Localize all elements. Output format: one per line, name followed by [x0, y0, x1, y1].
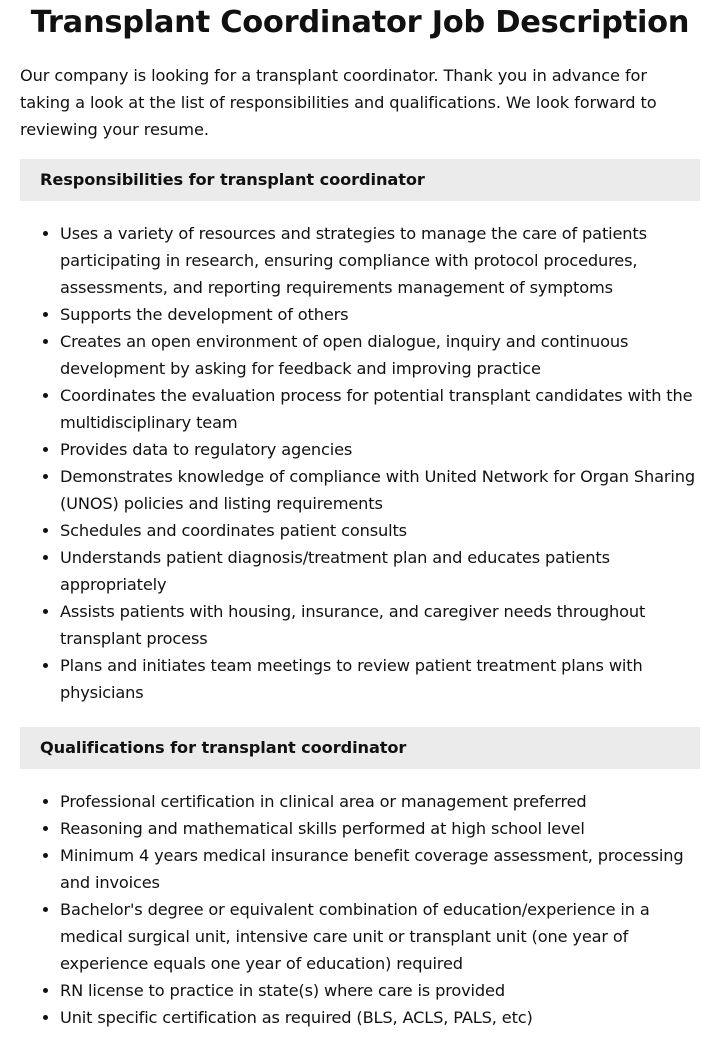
list-item: • Assists patients with housing, insurance, and caregiver needs throughout transplant process [60, 598, 700, 652]
responsibilities-heading: Responsibilities for transplant coordinator [20, 159, 700, 201]
list-item: • Minimum 4 years medical insurance benefit coverage assessment, processing and invoices [60, 842, 700, 896]
qualifications-list [20, 788, 700, 1031]
list-item: • Reasoning and mathematical skills performed at high school level [60, 815, 700, 842]
list-item: • Schedules and coordinates patient consults [60, 517, 700, 544]
list-item: • Plans and initiates team meetings to review patient treatment plans with physicians [60, 652, 700, 706]
list-item: • Coordinates the evaluation process for potential transplant candidates with the multidisciplinary team [60, 382, 700, 436]
list-item: • Creates an open environment of open dialogue, inquiry and continuous development by asking for feedback and improving practice [60, 328, 700, 382]
list-item: • Uses a variety of resources and strategies to manage the care of patients participating in research, ensuring compliance with protocol procedures, assessments, and reporting requirements management of symptoms [60, 220, 700, 301]
list-item: • Professional certification in clinical area or management preferred [60, 788, 700, 815]
list-item: • RN license to practice in state(s) where care is provided [60, 977, 700, 1004]
list-item: • Bachelor's degree or equivalent combination of education/experience in a medical surgical unit, intensive care unit or transplant unit (one year of experience equals one year of education) required [60, 896, 700, 977]
list-item: • Unit specific certification as required (BLS, ACLS, PALS, etc) [60, 1004, 700, 1031]
list-item: • Understands patient diagnosis/treatment plan and educates patients appropriately [60, 544, 700, 598]
responsibilities-list [20, 220, 700, 706]
intro-paragraph: Our company is looking for a transplant coordinator. Thank you in advance for taking a look at the list of responsibilities and qualifications. We look forward to reviewing your resume. [20, 66, 657, 139]
list-item: • Supports the development of others [60, 301, 700, 328]
list-item: • Demonstrates knowledge of compliance with United Network for Organ Sharing (UNOS) policies and listing requirements [60, 463, 700, 517]
section-spacer [20, 706, 700, 711]
page-title: Transplant Coordinator Job Description [30, 5, 690, 40]
list-item: • Provides data to regulatory agencies [60, 436, 700, 463]
qualifications-heading: Qualifications for transplant coordinator [20, 727, 700, 769]
